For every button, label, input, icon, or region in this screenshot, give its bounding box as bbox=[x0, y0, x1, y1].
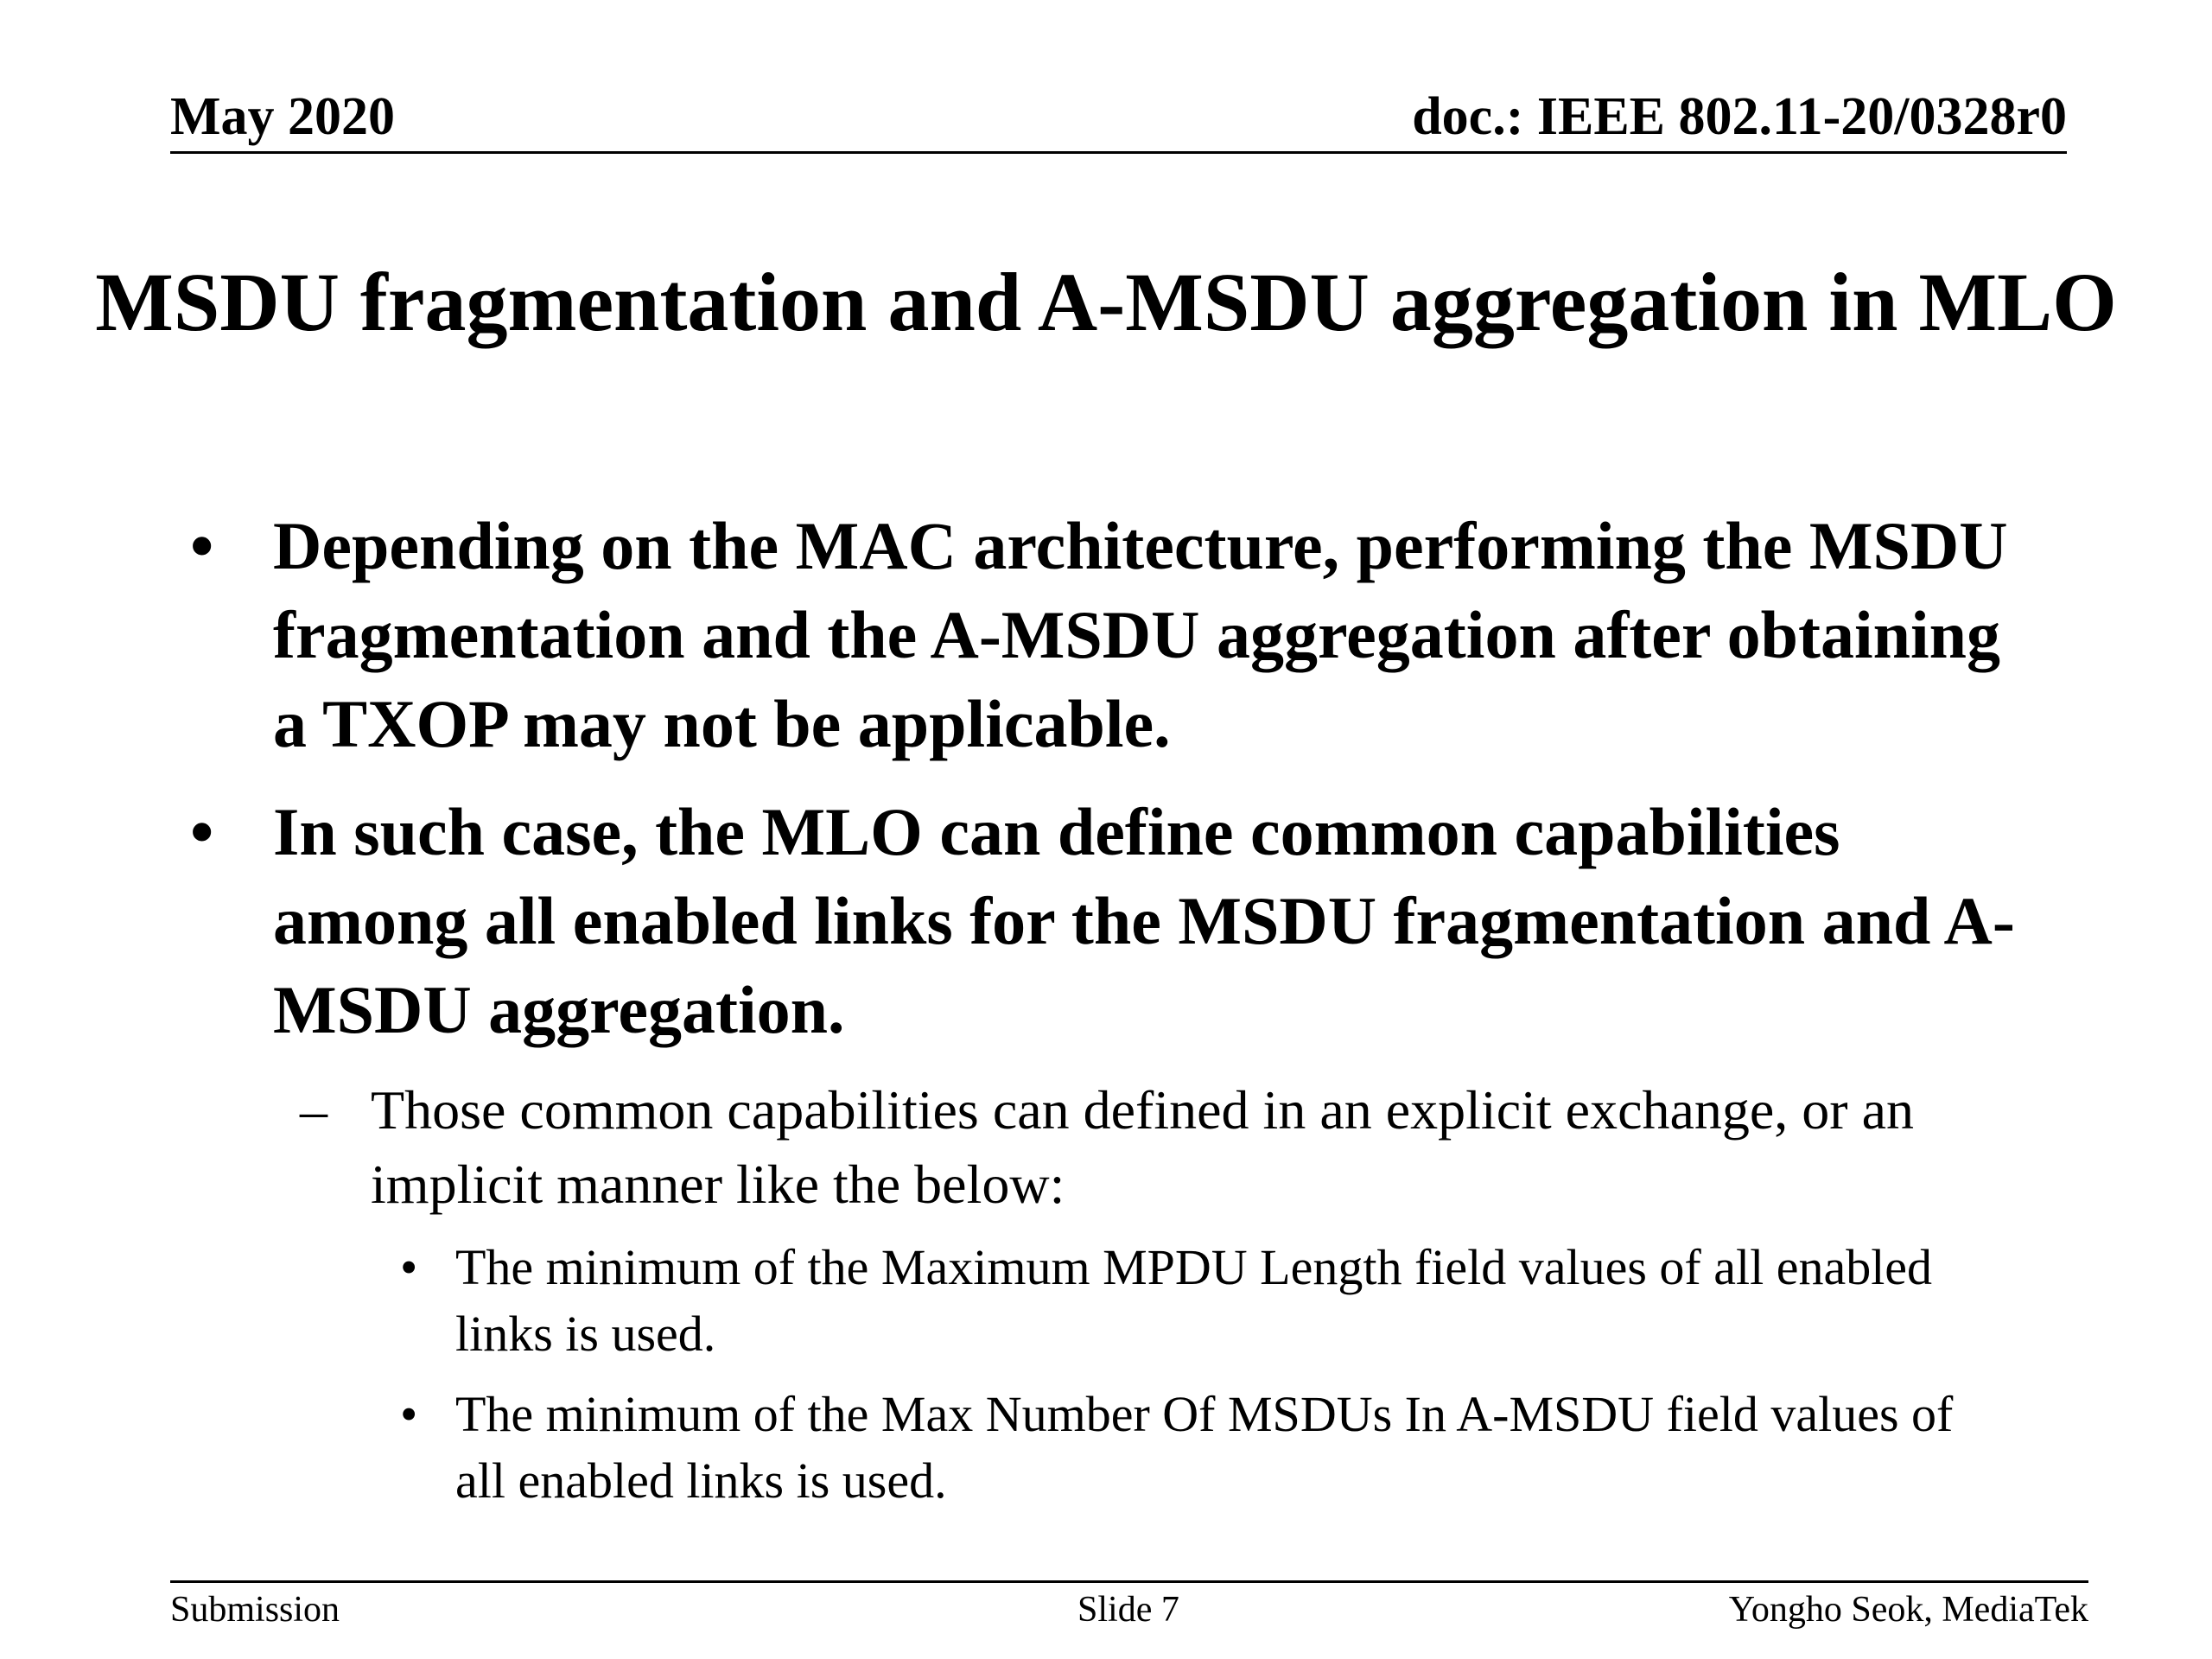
bullet-marker: • bbox=[190, 794, 214, 869]
footer-slide-number: Slide 7 bbox=[1077, 1590, 1179, 1630]
sub-sub-bullet-text: The minimum of the Max Number Of MSDUs In A-MSDU field values of all enabled links is used. bbox=[455, 1386, 1954, 1509]
slide-body bbox=[0, 501, 2212, 1528]
bullet-item bbox=[190, 501, 2044, 768]
bullet-marker: • bbox=[400, 1239, 418, 1295]
bullet-marker: • bbox=[400, 1386, 418, 1442]
bullet-marker: • bbox=[190, 508, 214, 583]
footer-author: Yongho Seok, MediaTek bbox=[1728, 1590, 2088, 1630]
bullet-text: Depending on the MAC architecture, performing the MSDU fragmentation and the A-MSDU aggregation after obtaining a TXOP may not be applicable. bbox=[273, 508, 2008, 761]
sub-bullet-text: Those common capabilities can defined in an explicit exchange, or an implicit manner like the below: bbox=[371, 1079, 1914, 1215]
header-date: May 2020 bbox=[170, 87, 396, 146]
header-doc-id: doc.: IEEE 802.11-20/0328r0 bbox=[1412, 87, 2067, 146]
footer-submission: Submission bbox=[170, 1590, 340, 1630]
slide-header bbox=[170, 82, 2067, 154]
sub-sub-bullet-text: The minimum of the Maximum MPDU Length field values of all enabled links is used. bbox=[455, 1239, 1933, 1362]
sub-bullet-item bbox=[300, 1073, 2082, 1222]
bullet-item bbox=[190, 787, 2044, 1054]
sub-sub-bullet-item bbox=[400, 1381, 1959, 1514]
slide-footer bbox=[170, 1580, 2088, 1635]
slide-title: MSDU fragmentation and A-MSDU aggregation in MLO bbox=[95, 256, 2117, 348]
dash-marker: – bbox=[300, 1079, 327, 1141]
bullet-text: In such case, the MLO can define common capabilities among all enabled links for the MSDU fragmentation and A-MSDU aggregation. bbox=[273, 794, 2015, 1047]
sub-sub-bullet-item bbox=[400, 1234, 1959, 1367]
